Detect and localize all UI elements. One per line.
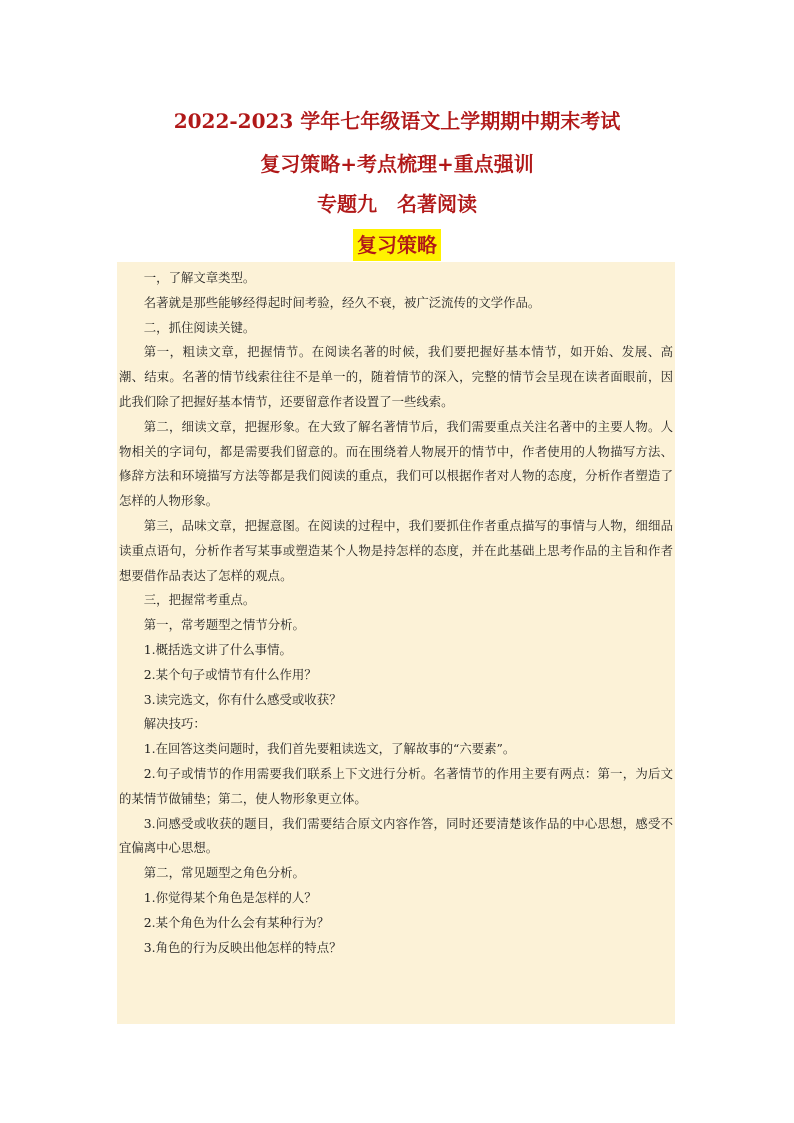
section-badge: 复习策略 — [353, 229, 441, 261]
paragraph: 1.在回答这类问题时，我们首先要粗读选文，了解故事的“六要素”。 — [143, 741, 516, 757]
section-badge-wrap — [0, 229, 794, 261]
paragraph: 2.某个角色为什么会有某种行为？ — [143, 914, 330, 930]
paragraph: 第一，粗读文章，把握情节。在阅读名著的时候，我们要把握好基本情节，如开始、发展、高潮、结束。名著的情节线索往往不是单一的，随着情节的深入，完整的情节会呈现在读者面眼前，因此我们除了把握好基本情节，还要留意作者设置了一些线索。 — [119, 344, 673, 409]
paragraph: 3.角色的行为反映出他怎样的特点？ — [143, 939, 342, 955]
paragraph: 1.你觉得某个角色是怎样的人？ — [143, 889, 317, 905]
paragraph: 3.读完选文，你有什么感受或收获？ — [143, 691, 342, 707]
paragraph: 第三，品味文章，把握意图。在阅读的过程中，我们要抓住作者重点描写的事情与人物，细细品读重点语句，分析作者写某事或塑造某个人物是持怎样的态度，并在此基础上思考作品的主旨和作者想要借作品表达了怎样的观点。 — [119, 517, 673, 583]
paragraph: 二，抓住阅读关键。 — [143, 319, 256, 335]
paragraph: 三，把握常考重点。 — [143, 592, 256, 608]
paragraph: 2.某个句子或情节有什么作用？ — [143, 666, 317, 682]
paragraph: 3.问感受或收获的题目，我们需要结合原文内容作答，同时还要清楚该作品的中心思想，感受不宜偏离中心思想。 — [119, 815, 673, 856]
paragraph: 一，了解文章类型。 — [143, 270, 256, 285]
paragraph: 解决技巧： — [143, 716, 206, 732]
topic-title: 专题九 名著阅读 — [317, 192, 477, 216]
page-subtitle: 复习策略+考点梳理+重点强训 — [260, 152, 534, 176]
strategy-content-box — [117, 262, 675, 1024]
paragraph: 2.句子或情节的作用需要我们联系上下文进行分析。名著情节的作用主要有两点：第一，为后文的某情节做铺垫；第二，使人物形象更立体。 — [119, 765, 673, 806]
paragraph: 1.概括选文讲了什么事情。 — [143, 641, 292, 657]
paragraph: 第二，细读文章，把握形象。在大致了解名著情节后，我们需要重点关注名著中的主要人物。人物相关的字词句，都是需要我们留意的。而在围绕着人物展开的情节中，作者使用的人物描写方法、修辞方法和环境描写方法等都是我们阅读的重点，我们可以根据作者对人物的态度，分析作者塑造了怎样的人物形象。 — [119, 418, 673, 509]
paragraph: 第一，常考题型之情节分析。 — [143, 617, 305, 633]
paragraph: 名著就是那些能够经得起时间考验，经久不衰，被广泛流传的文学作品。 — [143, 294, 541, 310]
page-title: 2022-2023 学年七年级语文上学期期中期末考试 — [173, 109, 621, 133]
paragraph: 第二，常见题型之角色分析。 — [143, 865, 305, 881]
